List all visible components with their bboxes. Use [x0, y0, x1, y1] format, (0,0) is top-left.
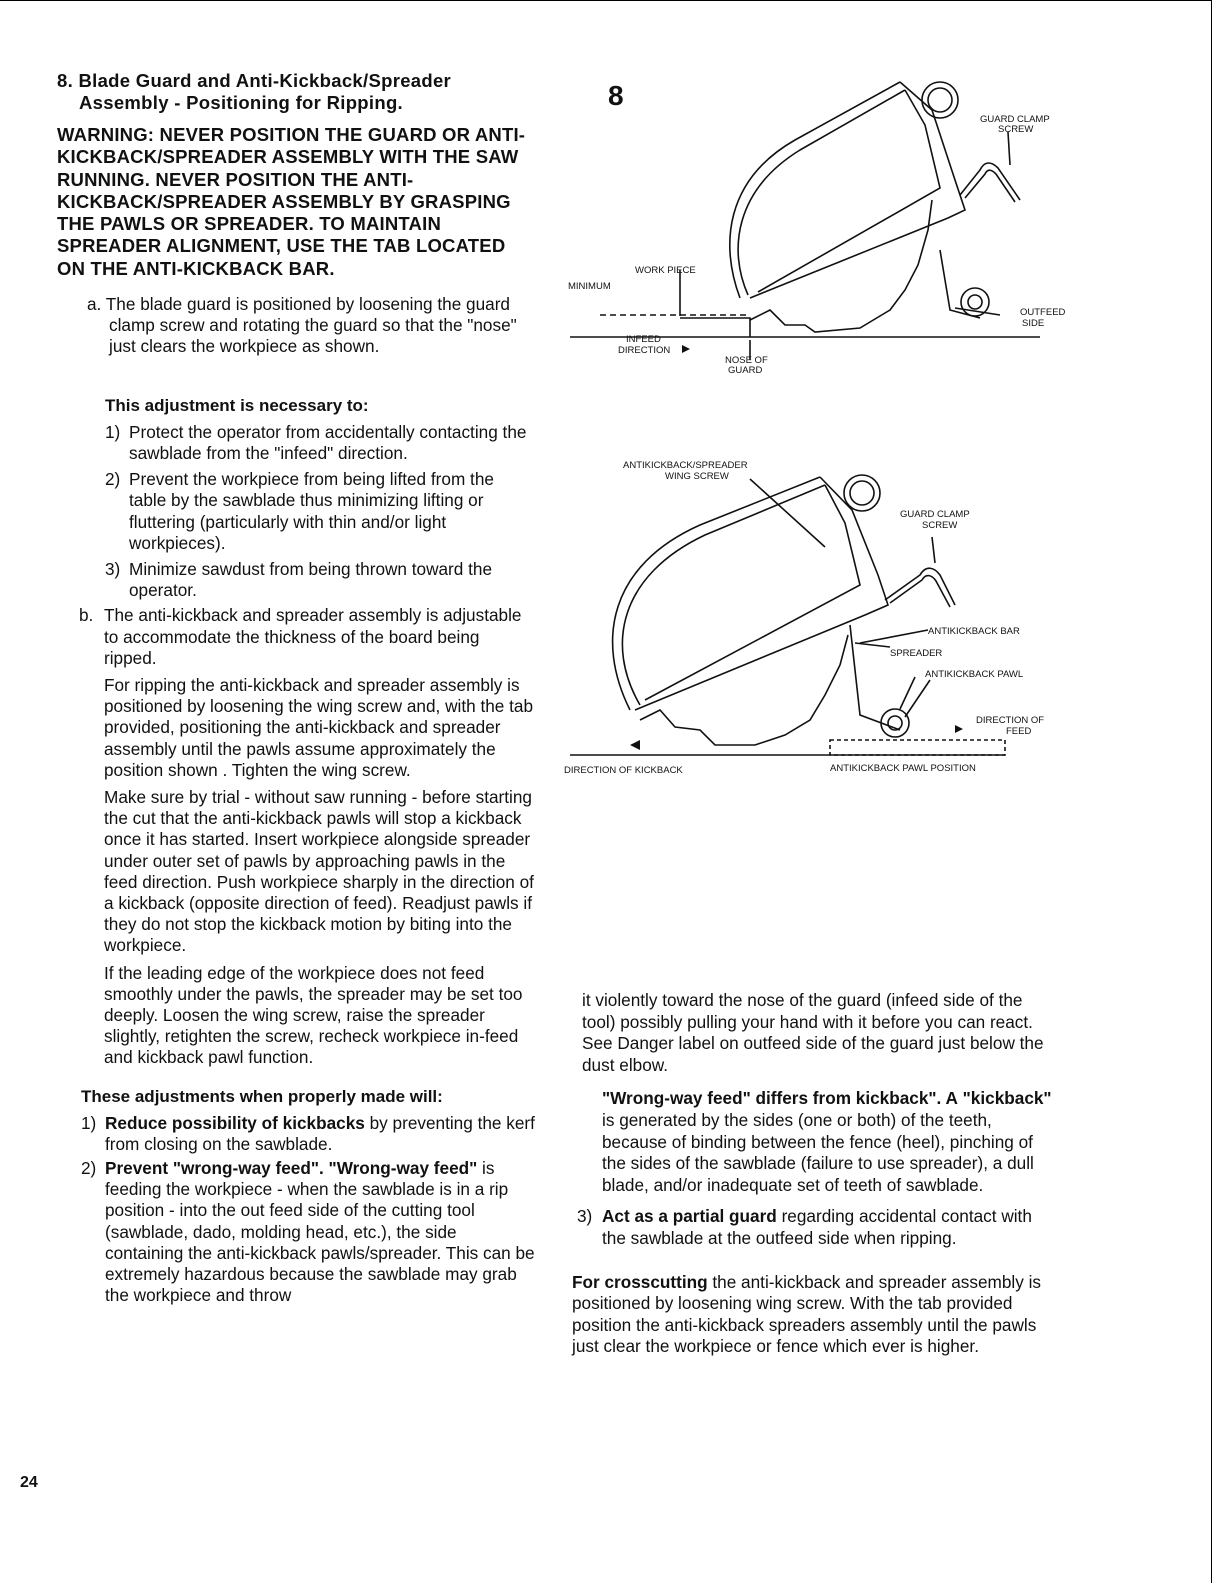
figure-number: 8: [608, 80, 624, 111]
label-outfeed-2: SIDE: [1022, 318, 1045, 329]
top-border: [0, 0, 1212, 1]
label-wing-screw-1: ANTIKICKBACK/SPREADER: [623, 460, 748, 471]
crosscutting-text: the anti-kickback and spreader assembly is positioned by loosening wing screw. With the tab provided position the anti-kickback spreaders assembly until the pawls just clear the workpiece or fence which ever is higher.: [572, 1271, 1042, 1357]
label-direction-kickback: DIRECTION OF KICKBACK: [564, 765, 683, 776]
page-number: 24: [20, 1474, 38, 1491]
list-item: [57, 559, 535, 601]
item-b: [57, 605, 535, 669]
wrong-way-paragraph: [572, 1088, 1057, 1196]
list-number: 2): [81, 1157, 97, 1178]
adjustment-heading: This adjustment is necessary to:: [105, 395, 369, 415]
label-guard-clamp-1: GUARD CLAMP: [900, 509, 970, 520]
list-bold: Prevent "wrong-way feed". "Wrong-way feed": [105, 1157, 478, 1178]
list-text: by preventing the kerf from closing on the sawblade.: [105, 1112, 535, 1154]
label-guard-clamp-2: SCREW: [922, 520, 958, 531]
feed-arrow-icon: [955, 725, 963, 733]
right-column: [572, 990, 1057, 1358]
item-b-paragraph-1: For ripping the anti-kickback and spreader assembly is positioned by loosening the wing screw and, with the tab provided, positioning the anti-kickback and spreader assembly until the pawls assume approximately the position shown . Tighten the wing screw.: [104, 674, 533, 780]
list-text: regarding accidental contact with the sawblade at the outfeed side when ripping.: [602, 1206, 1032, 1248]
kickback-bold: "kickback": [962, 1088, 1052, 1109]
section-title-line2: Assembly - Positioning for Ripping.: [79, 92, 403, 113]
item-b-paragraph-2: Make sure by trial - without saw running - before starting the cut that the anti-kickback pawls will stop a kickback once it has started. Insert workpiece alongside spreader under outer set of pawls by approaching pawls in the feed direction. Push workpiece sharply in the direction of a kickback (opposite direction of feed). Readjust pawls if they do not stop the kickback motion by biting into the workpiece.: [104, 786, 534, 956]
list-number: 2): [105, 469, 121, 490]
section-title-line1: 8. Blade Guard and Anti-Kickback/Spreader: [57, 70, 452, 91]
list-bold: Act as a partial guard: [602, 1206, 777, 1227]
wrong-way-bold: "Wrong-way feed" differs from kickback". A: [602, 1088, 958, 1109]
label-work-piece: WORK PIECE: [635, 265, 696, 276]
list-text: Protect the operator from accidentally contacting the sawblade from the "infeed" direction.: [129, 421, 527, 463]
label-direction-feed-1: DIRECTION OF: [976, 715, 1045, 726]
item-b-letter: b.: [79, 605, 94, 626]
label-outfeed-1: OUTFEED: [1020, 307, 1066, 318]
list-item: [57, 469, 535, 554]
guard-position-figure: [560, 70, 1070, 380]
list-text: is feeding the workpiece - when the sawblade is in a rip position - into the out feed side of the cutting tool (sawblade, dado, molding head, etc.), the side containing the anti-kickback pawls/spreader. This can be extremely hazardous because the sawblade may grab the workpiece and throw: [105, 1157, 535, 1306]
label-guard-clamp-1: GUARD CLAMP: [980, 114, 1050, 125]
infeed-arrow-icon: [682, 345, 690, 353]
list-bold: Reduce possibility of kickbacks: [105, 1112, 365, 1133]
proper-heading: These adjustments when properly made will:: [81, 1086, 443, 1106]
right-border: [1211, 0, 1212, 1583]
label-infeed-2: DIRECTION: [618, 345, 671, 356]
label-spreader: SPREADER: [890, 648, 943, 659]
list-number: 1): [105, 421, 121, 442]
list-number: 3): [577, 1206, 593, 1227]
wrong-way-text: is generated by the sides (one or both) of the teeth, because of binding between the fence (heel), pinching of the sides of the sawblade (failure to use spreader), a dull blade, and/or inadequate set of teeth of sawblade.: [602, 1109, 1034, 1195]
crosscutting-paragraph: [572, 1272, 1057, 1358]
list-number: 3): [105, 558, 121, 579]
crosscutting-bold: For crosscutting: [572, 1271, 708, 1292]
continuation-paragraph: it violently toward the nose of the guard (infeed side of the tool) possibly pulling your hand with it before you can react. See Danger label on outfeed side of the guard just below the dust elbow.: [582, 990, 1044, 1075]
label-direction-feed-2: FEED: [1006, 726, 1032, 737]
list-item: [57, 422, 535, 464]
label-guard-clamp-2: SCREW: [998, 124, 1034, 135]
warning-text: WARNING: NEVER POSITION THE GUARD OR ANTI-KICKBACK/SPREADER ASSEMBLY WITH THE SAW RUNNING. NEVER POSITION THE ANTI-KICKBACK/SPREADER ASSEMBLY BY GRASPING THE PAWLS OR SPREADER. TO MAINTAIN SPREADER ALIGNMENT, USE THE TAB LOCATED ON THE ANTI-KICKBACK BAR.: [57, 124, 526, 279]
section-title: [57, 70, 535, 114]
item-a: a. The blade guard is positioned by loosening the guard clamp screw and rotating the guard so that the "nose" just clears the workpiece as shown.: [87, 294, 517, 357]
label-nose-2: GUARD: [728, 365, 763, 376]
label-pawl-position: ANTIKICKBACK PAWL POSITION: [830, 763, 976, 774]
list-number: 1): [81, 1112, 97, 1133]
label-wing-screw-2: WING SCREW: [665, 471, 729, 482]
list-text: Minimize sawdust from being thrown toward the operator.: [129, 558, 493, 601]
left-column: [57, 70, 535, 1306]
list-item: [572, 1206, 1057, 1249]
item-b-text: The anti-kickback and spreader assembly is adjustable to accommodate the thickness of the board being ripped.: [104, 605, 522, 668]
label-infeed-1: INFEED: [626, 334, 661, 345]
label-nose-1: NOSE OF: [725, 355, 768, 366]
label-antikickback-bar: ANTIKICKBACK BAR: [928, 626, 1020, 637]
kickback-arrow-icon: [630, 740, 640, 750]
list-item: [57, 1158, 535, 1306]
guard-drawing: [570, 82, 1040, 360]
label-minimum: MINIMUM: [568, 281, 611, 292]
list-text: Prevent the workpiece from being lifted from the table by the sawblade thus minimizing lifting or fluttering (particularly with thin and/or light workpieces).: [129, 469, 494, 553]
label-antikickback-pawl: ANTIKICKBACK PAWL: [925, 669, 1024, 680]
item-b-paragraph-3: If the leading edge of the workpiece does not feed smoothly under the pawls, the spreader may be set too deeply. Loosen the wing screw, raise the spreader slightly, retighten the screw, recheck workpiece in-feed and kickback pawl function.: [104, 962, 523, 1068]
antikickback-position-figure: [560, 455, 1070, 785]
list-item: [57, 1113, 535, 1155]
